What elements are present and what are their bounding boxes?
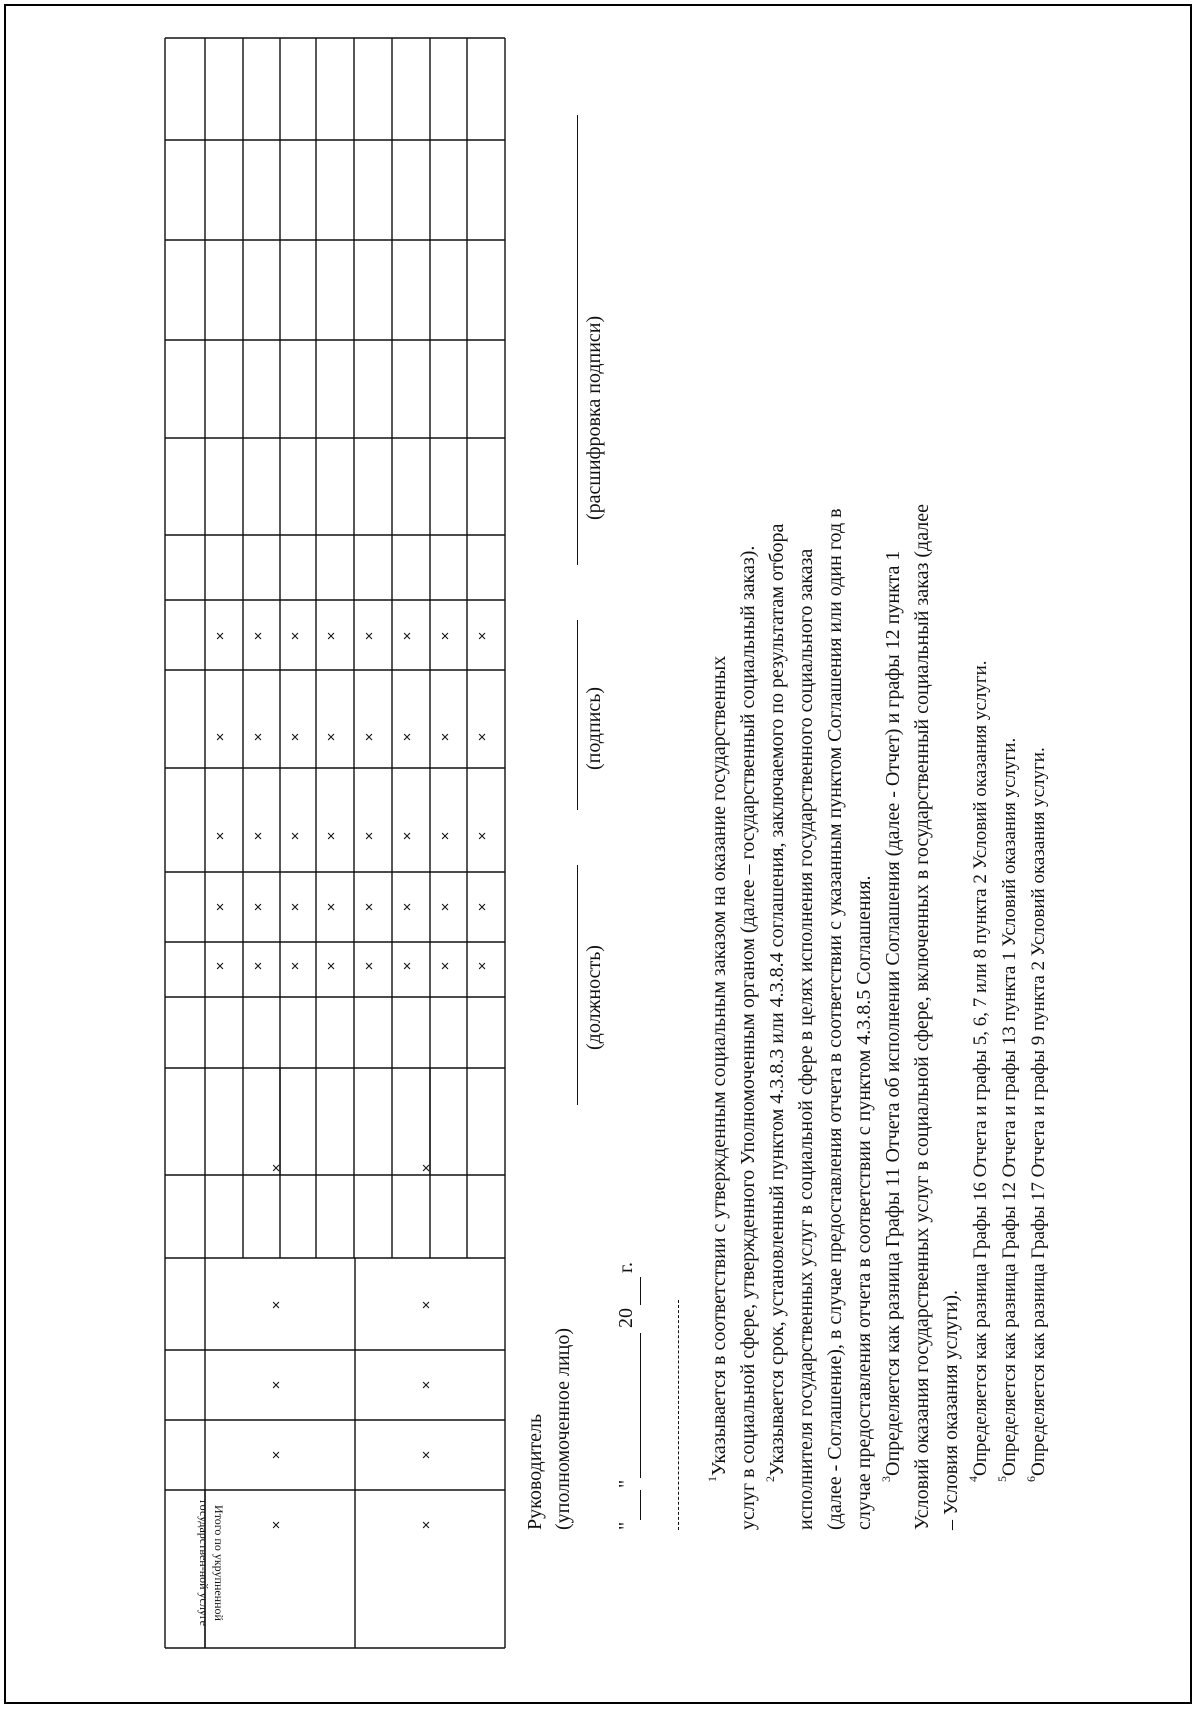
cell-mark: × [437,631,454,641]
date-dashed-line [678,1300,679,1530]
authorized-person-label: (уполномоченное лицо) [552,1327,574,1530]
cell-mark: × [474,902,491,912]
cell-mark: × [323,961,340,971]
cell-mark: × [474,732,491,742]
date-quote-open: " [615,1521,637,1530]
signature-caption: (подпись) [583,686,605,770]
decoding-line [577,115,578,565]
cell-mark: × [212,831,229,841]
footnote-3-line-2: Условий оказания государственных услуг в социальной сфере, включенных в государственный социальный заказ (далее [911,504,933,1530]
date-year-prefix: 20 [615,1308,637,1328]
cell-mark: × [361,902,378,912]
cell-mark: × [323,902,340,912]
position-line [577,865,578,1105]
footnote-2-line-4: случае предоставления отчета в соответствии с пунктом 4.3.8.5 Соглашения. [853,875,875,1530]
cell-mark: × [212,961,229,971]
footnote-1-line-2: услуг в социальной сфере, утвержденного Уполномоченным органом (далее – государственный социальный заказ). [737,545,759,1530]
cell-mark: × [418,1380,435,1390]
cell-mark: × [323,631,340,641]
decoding-caption: (расшифровка подписи) [583,315,605,520]
date-suffix: г. [615,1262,637,1273]
position-caption: (должность) [583,945,605,1050]
cell-mark: × [287,961,304,971]
cell-mark: × [287,831,304,841]
cell-mark: × [250,961,267,971]
cell-mark: × [361,631,378,641]
cell-mark: × [268,1450,285,1460]
cell-mark: × [474,831,491,841]
cell-mark: × [250,831,267,841]
cell-mark: × [361,961,378,971]
date-month-line [640,1333,641,1478]
footnote-6: $^6$Определяется как разница Графы 17 Отчета и графы 9 пункта 2 Условий оказания услуги. [1024,747,1049,1482]
cell-mark: × [212,902,229,912]
total-row-label: Итого по укрупненной государствен-ной услуге [197,1500,226,1626]
date-quote-close: " [615,1479,637,1488]
cell-mark: × [418,1520,435,1530]
footnote-3-line-3: – Условия оказания услуги). [940,1289,962,1530]
footnote-2-line-3: (далее - Соглашение), в случае предоставления отчета в соответствии с указанным пунктом Соглашения или один год в [824,508,846,1530]
cell-mark: × [361,732,378,742]
cell-mark: × [287,902,304,912]
cell-mark: × [399,831,416,841]
signature-line [577,620,578,810]
cell-mark: × [437,831,454,841]
cell-mark: × [437,732,454,742]
footnote-2-line-1: $^2$Указывается срок, установленный пунктом 4.3.8.3 или 4.3.8.4 соглашения, заключаемого по результатам отбора [763,523,788,1482]
cell-mark: × [212,732,229,742]
cell-mark: × [399,902,416,912]
cell-mark: × [399,631,416,641]
cell-mark: × [212,631,229,641]
cell-mark: × [250,902,267,912]
footnote-2-line-2: исполнителя государственных услуг в социальной сфере в целях исполнения государственного социального заказа [795,548,817,1530]
cell-mark: × [474,961,491,971]
cell-mark: × [287,732,304,742]
cell-mark: × [399,961,416,971]
footnote-3-line-1: $^3$Определяется как разница Графы 11 Отчета об исполнении Соглашения (далее - Отчет) и графы 12 пункта 1 [879,550,904,1482]
head-label: Руководитель [524,1413,546,1530]
cell-mark: × [287,631,304,641]
cell-mark: × [323,732,340,742]
cell-mark: × [323,831,340,841]
cell-mark: × [474,631,491,641]
cell-mark: × [250,732,267,742]
cell-mark: × [437,961,454,971]
cell-mark: × [437,902,454,912]
footnote-4: $^4$Определяется как разница Графы 16 Отчета и графы 5, 6, 7 или 8 пункта 2 Условий оказания услуги. [966,660,991,1482]
cell-mark: × [399,732,416,742]
cell-mark: × [250,631,267,641]
cell-mark: × [418,1300,435,1310]
cell-mark: × [418,1163,435,1173]
footnote-5: $^5$Определяется как разница Графы 12 Отчета и графы 13 пункта 1 Условий оказания услуги. [995,737,1020,1482]
cell-mark: × [361,831,378,841]
cell-mark: × [268,1520,285,1530]
date-year-line [640,1277,641,1305]
cell-mark: × [268,1163,285,1173]
cell-mark: × [268,1380,285,1390]
footnote-1-line-1: $^1$Указывается в соответствии с утвержденным социальным заказом на оказание государственных [705,655,730,1482]
date-day-line [640,1490,641,1520]
cell-mark: × [268,1300,285,1310]
cell-mark: × [418,1450,435,1460]
